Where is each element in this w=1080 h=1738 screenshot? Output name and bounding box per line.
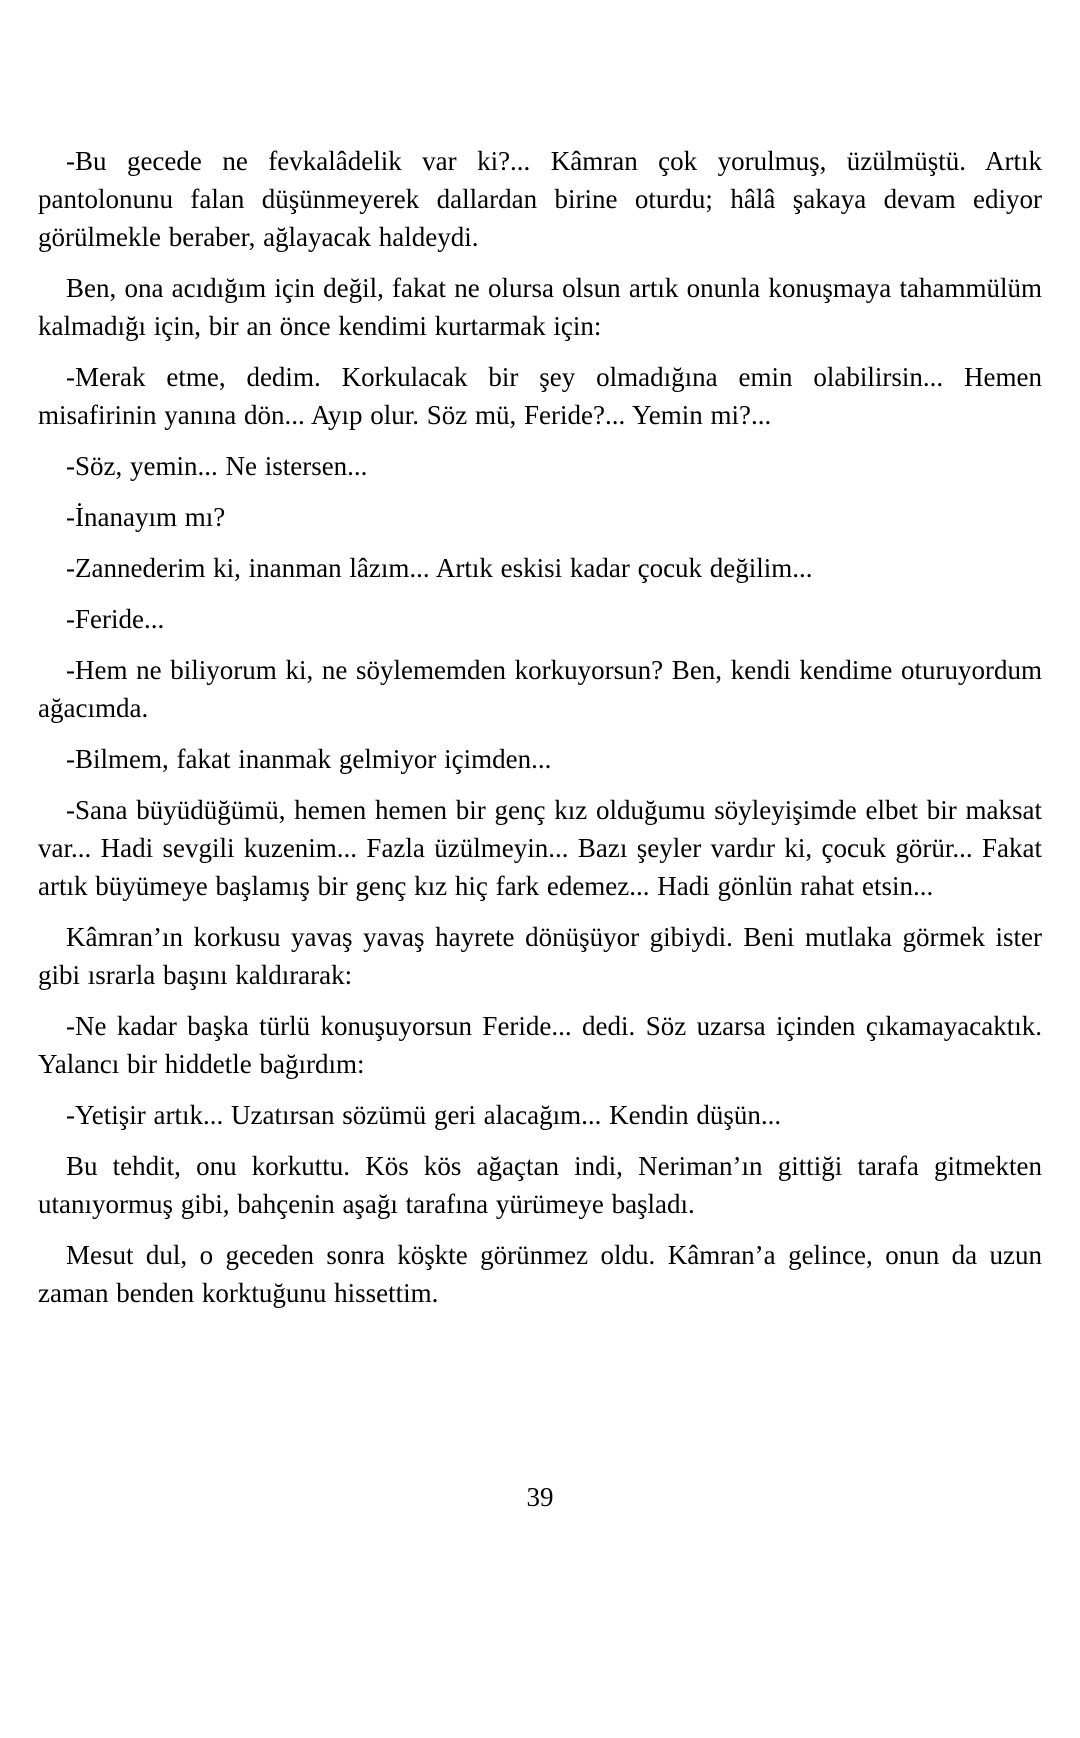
paragraph: -Yetişir artık... Uzatırsan sözümü geri alacağım... Kendin düşün... [66,1100,782,1130]
paragraph: Bu tehdit, onu korkuttu. Kös kös ağaçtan indi, Neriman’ın gittiği tarafa gitmekten utanıyormuş gibi, bahçenin aşağı tarafına yürümeye başladı. [38,1151,1042,1219]
paragraph: -Feride... [66,604,165,634]
paragraph: -Merak etme, dedim. Korkulacak bir şey olmadığına emin olabilirsin... Hemen misafirinin yanına dön... Ayıp olur. Söz mü, Feride?... Yemin mi?... [38,362,1042,430]
paragraph: Ben, ona acıdığım için değil, fakat ne olursa olsun artık onunla konuşmaya tahammülüm kalmadığı için, bir an önce kendimi kurtarmak için: [38,273,1042,341]
paragraph: -Ne kadar başka türlü konuşuyorsun Feride... dedi. Söz uzarsa içinden çıkamayacaktık. Yalancı bir hiddetle bağırdım: [38,1011,1042,1079]
page-number: 39 [526,1482,554,1512]
paragraph: -Sana büyüdüğümü, hemen hemen bir genç kız olduğumu söyleyişimde elbet bir maksat var... Hadi sevgili kuzenim... Fazla üzülmeyin... Bazı şeyler vardır ki, çocuk görür... Fakat artık büyümeye başlamış bir genç kız hiç fark edemez... Hadi gönlün rahat etsin... [38,795,1042,901]
paragraph: -İnanayım mı? [66,502,226,532]
paragraph: -Hem ne biliyorum ki, ne söylememden korkuyorsun? Ben, kendi kendime oturuyordum ağacımda. [38,655,1042,723]
paragraph: -Söz, yemin... Ne istersen... [66,451,368,481]
page-content [38,142,1042,1325]
paragraph: -Bu gecede ne fevkalâdelik var ki?... Kâmran çok yorulmuş, üzülmüştü. Artık pantolonunu falan düşünmeyerek dallardan birine oturdu; hâlâ şakaya devam ediyor görülmekle beraber, ağlayacak haldeydi. [38,146,1042,252]
paragraph: -Zannederim ki, inanman lâzım... Artık eskisi kadar çocuk değilim... [66,553,813,583]
paragraph: Mesut dul, o geceden sonra köşkte görünmez oldu. Kâmran’a gelince, onun da uzun zaman benden korktuğunu hissettim. [38,1240,1042,1308]
paragraph: Kâmran’ın korkusu yavaş yavaş hayrete dönüşüyor gibiydi. Beni mutlaka görmek ister gibi ısrarla başını kaldırarak: [38,922,1042,990]
paragraph: -Bilmem, fakat inanmak gelmiyor içimden... [66,744,552,774]
